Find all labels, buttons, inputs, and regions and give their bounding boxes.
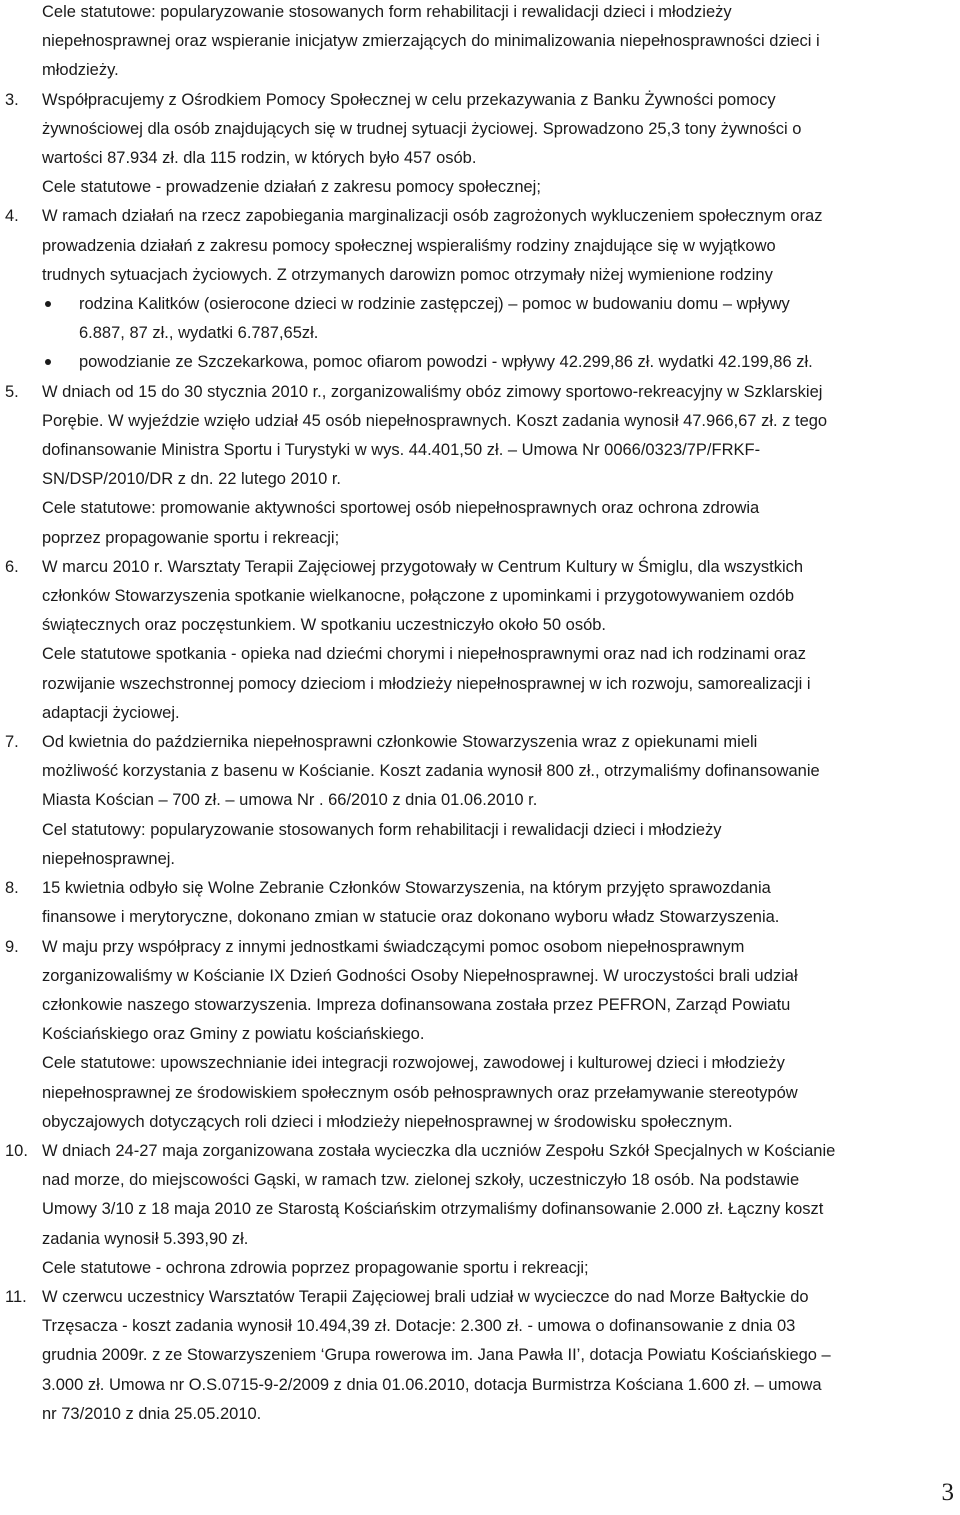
text-line: niepełnosprawnej oraz wspieranie inicjatyw zmierzających do minimalizowania niepełnosprawności dzieci i [42,32,820,51]
bullet-list [5,290,955,378]
item-number: 10. [5,1141,28,1160]
statutory-goal-line: Cel statutowy: popularyzowanie stosowanych form rehabilitacji i rewalidacji dzieci i młodzieży [42,820,722,839]
text-line: 15 kwietnia odbyło się Wolne Zebranie Członków Stowarzyszenia, na którym przyjęto sprawozdania [42,879,771,898]
text-line: SN/DSP/2010/DR z dn. 22 lutego 2010 r. [42,470,342,489]
item-number: 5. [5,382,19,401]
text-line: rodzina Kalitków (osierocone dzieci w rodzinie zastępczej) – pomoc w budowaniu domu – wpływy [79,295,790,314]
text-line: grudnia 2009r. z ze Stowarzyszeniem ‘Grupa rowerowa im. Jana Pawła II’, dotacja Powiatu Kościańskiego – [42,1346,831,1365]
statutory-goal-line: rozwijanie wszechstronnej pomocy dzieciom i młodzieży niepełnosprawnej w ich rozwoju, samorealizacji i [42,674,811,693]
text-line: Umowy 3/10 z 18 maja 2010 ze Starostą Kościańskim otrzymaliśmy dofinansowanie 2.000 zł. Łączny koszt [42,1200,824,1219]
text-line: W dniach od 15 do 30 stycznia 2010 r., zorganizowaliśmy obóz zimowy sportowo-rekreacyjny w Szklarskiej [42,382,823,401]
text-line: członkowie naszego stowarzyszenia. Impreza dofinansowana została przez PEFRON, Zarząd Powiatu [42,995,791,1014]
bullet-icon [45,301,51,307]
statutory-goal-line: poprzez propagowanie sportu i rekreacji; [42,528,340,547]
list-item-10 [5,1137,955,1283]
statutory-goal-line: adaptacji życiowej. [42,703,180,722]
item-number: 9. [5,937,19,956]
text-line: powodzianie ze Szczekarkowa, pomoc ofiarom powodzi - wpływy 42.299,86 zł. wydatki 42.199,86 zł. [79,353,813,372]
text-line: 6.887, 87 zł., wydatki 6.787,65zł. [79,324,319,343]
text-line: nad morze, do miejscowości Gąski, w ramach tzw. zielonej szkoły, uczestniczyło 18 osób. Na podstawie [42,1171,800,1190]
text-line: zadania wynosił 5.393,90 zł. [42,1229,249,1248]
item-number: 11. [5,1287,27,1306]
text-line: zorganizowaliśmy w Kościanie IX Dzień Godności Osoby Niepełnosprawnej. W uroczystości brali udział [42,966,798,985]
item-number: 4. [5,207,19,226]
text-line: W maju przy współpracy z innymi jednostkami świadczącymi pomoc osobom niepełnosprawnym [42,937,745,956]
statutory-goal-line: niepełnosprawnej ze środowiskiem społecznym osób pełnosprawnych oraz przełamywanie stereotypów [42,1083,798,1102]
statutory-goal-line: Cele statutowe - ochrona zdrowia poprzez propagowanie sportu i rekreacji; [42,1258,589,1277]
text-line: młodzieży. [42,61,119,80]
text-line: świątecznych oraz poczęstunkiem. W spotkaniu uczestniczyło około 50 osób. [42,616,607,635]
bullet-item [5,348,955,377]
list-item-3 [5,86,955,203]
text-line: 3.000 zł. Umowa nr O.S.0715-9-2/2009 z dnia 01.06.2010, dotacja Burmistrza Kościana 1.600 zł. – umowa [42,1375,822,1394]
item-number: 3. [5,90,19,109]
text-line: W dniach 24-27 maja zorganizowana została wycieczka dla uczniów Zespołu Szkół Specjalnych w Kościanie [42,1141,836,1160]
text-line: Współpracujemy z Ośrodkiem Pomocy Społecznej w celu przekazywania z Banku Żywności pomocy [42,90,776,109]
document-body [5,0,955,1429]
item-number: 6. [5,557,19,576]
list-item-4 [5,202,955,290]
text-line: Kościańskiego oraz Gminy z powiatu kościańskiego. [42,1025,425,1044]
text-line: W marcu 2010 r. Warsztaty Terapii Zajęciowej przygotowały w Centrum Kultury w Śmiglu, dla wszystkich [42,557,804,576]
intro-paragraph [5,0,955,86]
text-line: nr 73/2010 z dnia 25.05.2010. [42,1404,262,1423]
text-line: trudnych sytuacjach życiowych. Z otrzymanych darowizn pomoc otrzymały niżej wymienione rodziny [42,265,773,284]
statutory-goal-line: niepełnosprawnej. [42,849,176,868]
list-item-6 [5,553,955,728]
text-line: możliwość korzystania z basenu w Kościanie. Koszt zadania wynosił 800 zł., otrzymaliśmy dofinansowanie [42,762,820,781]
statutory-goal-line: Cele statutowe: upowszechnianie idei integracji rozwojowej, zawodowej i kulturowej dzieci i młodzieży [42,1054,785,1073]
text-line: dofinansowanie Ministra Sportu i Turystyki w wys. 44.401,50 zł. – Umowa Nr 0066/0323/7P/FRKF- [42,441,761,460]
bullet-item [5,290,955,348]
statutory-goal-line: Cele statutowe: promowanie aktywności sportowej osób niepełnosprawnych oraz ochrona zdrowia [42,499,760,518]
item-number: 8. [5,879,19,898]
text-line: członków Stowarzyszenia spotkanie wielkanocne, połączone z upominkami i przygotowywaniem ozdób [42,587,795,606]
statutory-goal-line: obyczajowych dotyczących roli dzieci i młodzieży niepełnosprawnej w środowisku społecznym. [42,1112,733,1131]
text-line: W ramach działań na rzecz zapobiegania marginalizacji osób zagrożonych wykluczeniem społecznym oraz [42,207,823,226]
text-line: Cele statutowe: popularyzowanie stosowanych form rehabilitacji i rewalidacji dzieci i młodzieży [42,3,732,21]
text-line: Porębie. W wyjeździe wzięło udział 45 osób niepełnosprawnych. Koszt zadania wynosił 47.966,67 zł. z tego [42,411,828,430]
text-line: prowadzenia działań z zakresu pomocy społecznej wspieraliśmy rodziny znajdujące się w wyjątkowo [42,236,776,255]
page-number: 3 [941,1479,954,1506]
text-line: Trzęsacza - koszt zadania wynosił 10.494,39 zł. Dotacje: 2.300 zł. - umowa o dofinansowanie z dnia 03 [42,1317,796,1336]
text-line: finansowe i merytoryczne, dokonano zmian w statucie oraz dokonano wyboru władz Stowarzyszenia. [42,908,780,927]
list-item-11 [5,1283,955,1429]
text-line: Od kwietnia do października niepełnosprawni członkowie Stowarzyszenia wraz z opiekunami mieli [42,733,758,752]
statutory-goal-line: Cele statutowe - prowadzenie działań z zakresu pomocy społecznej; [42,178,541,197]
bullet-icon [45,359,51,365]
text-line: Miasta Kościan – 700 zł. – umowa Nr . 66/2010 z dnia 01.06.2010 r. [42,791,538,810]
statutory-goal-line: Cele statutowe spotkania - opieka nad dziećmi chorymi i niepełnosprawnymi oraz nad ich rodzinami oraz [42,645,806,664]
item-number: 7. [5,733,19,752]
list-item-9 [5,933,955,1137]
text-line: W czerwcu uczestnicy Warsztatów Terapii Zajęciowej brali udział w wycieczce do nad Morze Bałtyckie do [42,1287,809,1306]
list-item-8 [5,874,955,932]
text-line: żywnościowej dla osób znajdujących się w trudnej sytuacji życiowej. Sprowadzono 25,3 tony żywności o [42,119,802,138]
list-item-7 [5,728,955,874]
text-line: wartości 87.934 zł. dla 115 rodzin, w których było 457 osób. [42,149,477,168]
list-item-5 [5,378,955,553]
